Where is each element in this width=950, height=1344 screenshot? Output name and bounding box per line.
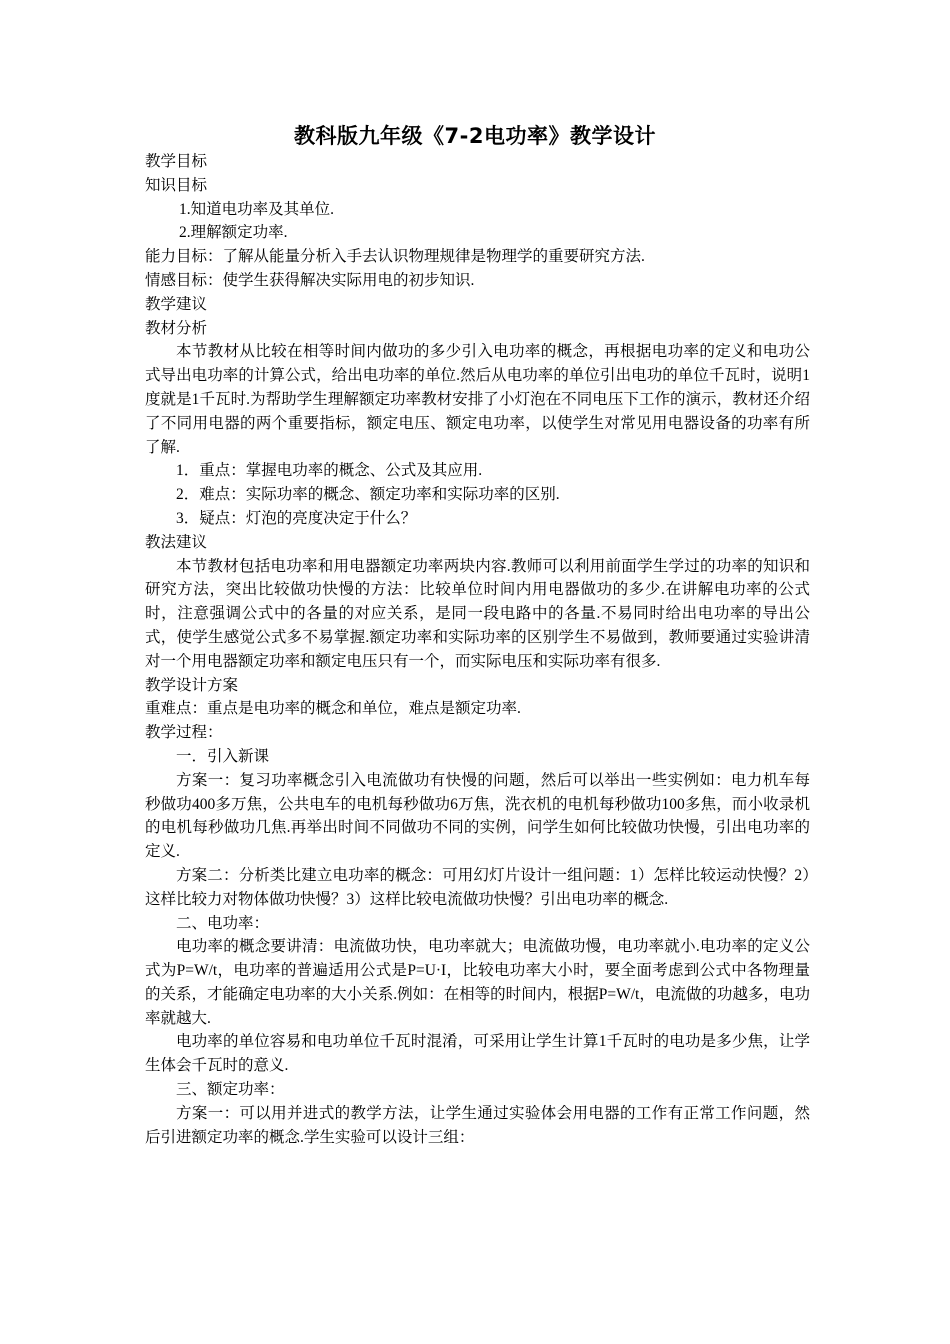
key-points: 重难点：重点是电功率的概念和单位，难点是额定功率.	[145, 700, 521, 718]
paragraph: 本节教材包括电功率和用电器额定功率两块内容.教师可以利用前面学生学过的功率的知识和研究方法，突出比较做功快慢的方法：比较单位时间内用电器做功的多少.在讲解电功率的公式时，注意强调公式中的各量的对应关系，是同一段电路中的各量.不易同时给出电功率的导出公式，使学生感觉公式多不易掌握.额定功率和实际功率的区别学生不易做到，教师要通过实验讲清对一个用电器额定功率和额定电压只有一个，而实际电压和实际功率有很多.	[145, 557, 810, 670]
list-item: 2.理解额定功率.	[179, 224, 288, 242]
heading-method-suggestions: 教法建议	[145, 533, 208, 551]
paragraph: 方案二：分析类比建立电功率的概念：可用幻灯片设计一组问题：1）怎样比较运动快慢？2）这样比较力对物体做功快慢？3）这样比较电流做功快慢？引出电功率的概念.	[145, 866, 810, 908]
section-heading: 二、电功率：	[176, 914, 270, 932]
list-item: 1．重点：掌握电功率的概念、公式及其应用.	[176, 462, 483, 480]
heading-teaching-goals: 教学目标	[145, 153, 208, 170]
heading-teaching-suggestions: 教学建议	[145, 295, 208, 313]
paragraph: 方案一：可以用并进式的教学方法，让学生通过实验体会用电器的工作有正常工作问题，然后引进额定功率的概念.学生实验可以设计三组：	[145, 1104, 810, 1146]
section-heading: 一．引入新课	[176, 747, 270, 765]
paragraph: 方案一：复习功率概念引入电流做功有快慢的问题，然后可以举出一些实例如：电力机车每秒做功400多万焦，公共电车的电机每秒做功6万焦，洗衣机的电机每秒做功100多焦，而小收录机的电机每秒做功几焦.再举出时间不同做功不同的实例，问学生如何比较做功快慢，引出电功率的定义.	[145, 771, 810, 861]
list-item: 1.知道电功率及其单位.	[179, 200, 335, 218]
list-item: 3．疑点：灯泡的亮度决定于什么？	[176, 509, 417, 527]
paragraph: 电功率的单位容易和电功单位千瓦时混淆，可采用让学生计算1千瓦时的电功是多少焦，让学生体会千瓦时的意义.	[145, 1033, 810, 1075]
emotion-goal: 情感目标：使学生获得解决实际用电的初步知识.	[145, 271, 475, 289]
heading-teaching-process: 教学过程：	[145, 724, 223, 742]
heading-design-plan: 教学设计方案	[145, 676, 239, 694]
list-item: 2．难点：实际功率的概念、额定功率和实际功率的区别.	[176, 486, 560, 504]
document-body	[145, 150, 810, 1149]
paragraph: 本节教材从比较在相等时间内做功的多少引入电功率的概念，再根据电功率的定义和电功公式导出电功率的计算公式，给出电功率的单位.然后从电功率的单位引出电功的单位千瓦时，说明1度就是1千瓦时.为帮助学生理解额定功率教材安排了小灯泡在不同电压下工作的演示，教材还介绍了不同用电器的两个重要指标，额定电压、额定电功率，以使学生对常见用电器设备的功率有所了解.	[145, 343, 810, 456]
document-title: 教科版九年级《7-2电功率》教学设计	[294, 124, 656, 148]
section-heading: 三、额定功率：	[176, 1081, 285, 1099]
heading-knowledge-goals: 知识目标	[145, 176, 208, 194]
heading-textbook-analysis: 教材分析	[145, 319, 208, 337]
paragraph: 电功率的概念要讲清：电流做功快，电功率就大；电流做功慢，电功率就小.电功率的定义公式为P=W/t，电功率的普遍适用公式是P=U·I，比较电功率大小时，要全面考虑到公式中各物理量的关系，才能确定电功率的大小关系.例如：在相等的时间内，根据P=W/t，电流做的功越多，电功率就越大.	[145, 938, 810, 1027]
ability-goal: 能力目标：了解从能量分析入手去认识物理规律是物理学的重要研究方法.	[145, 248, 645, 266]
